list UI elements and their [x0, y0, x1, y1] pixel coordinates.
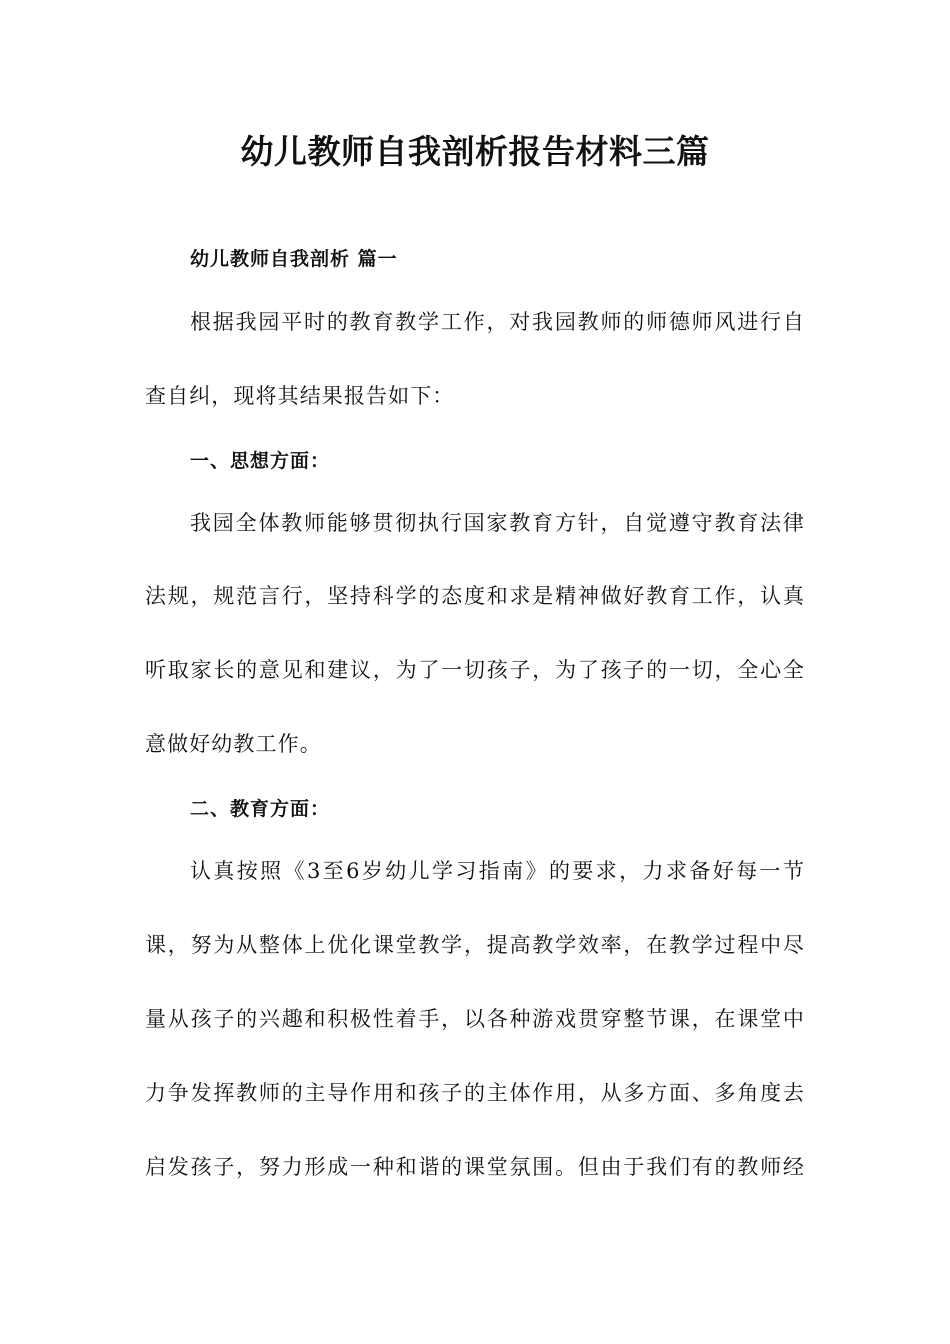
document-title: 幼儿教师自我剖析报告材料三篇	[240, 132, 710, 171]
intro-line-1: 根据我园平时的教育教学工作，对我园教师的师德师风进行自	[190, 310, 805, 334]
para2-line-5: 启发孩子，努力形成一种和谐的课堂氛围。但由于我们有的教师经	[145, 1155, 805, 1179]
para1-line-1: 我园全体教师能够贯彻执行国家教育方针，自觉遵守教育法律	[190, 511, 805, 535]
heading-education: 二、教育方面：	[190, 798, 331, 820]
para2-line-3: 量从孩子的兴趣和积极性着手，以各种游戏贯穿整节课，在课堂中	[145, 1007, 805, 1031]
intro-line-2: 查自纠，现将其结果报告如下：	[145, 384, 455, 408]
para2-line-2: 课，努为从整体上优化课堂教学，提高教学效率，在教学过程中尽	[145, 933, 805, 957]
heading-thought: 一、思想方面：	[190, 450, 331, 472]
para1-line-2: 法规，规范言行，坚持科学的态度和求是精神做好教育工作，认真	[145, 584, 805, 608]
para2-line-4: 力争发挥教师的主导作用和孩子的主体作用，从多方面、多角度去	[145, 1081, 805, 1105]
para1-line-4: 意做好幼教工作。	[145, 732, 322, 756]
para1-line-3: 听取家长的意见和建议，为了一切孩子，为了孩子的一切，全心全	[145, 658, 805, 682]
para2-line-1: 认真按照《3至6岁幼儿学习指南》的要求，力求备好每一节	[190, 859, 805, 883]
section-heading: 幼儿教师自我剖析 篇一	[190, 248, 398, 270]
